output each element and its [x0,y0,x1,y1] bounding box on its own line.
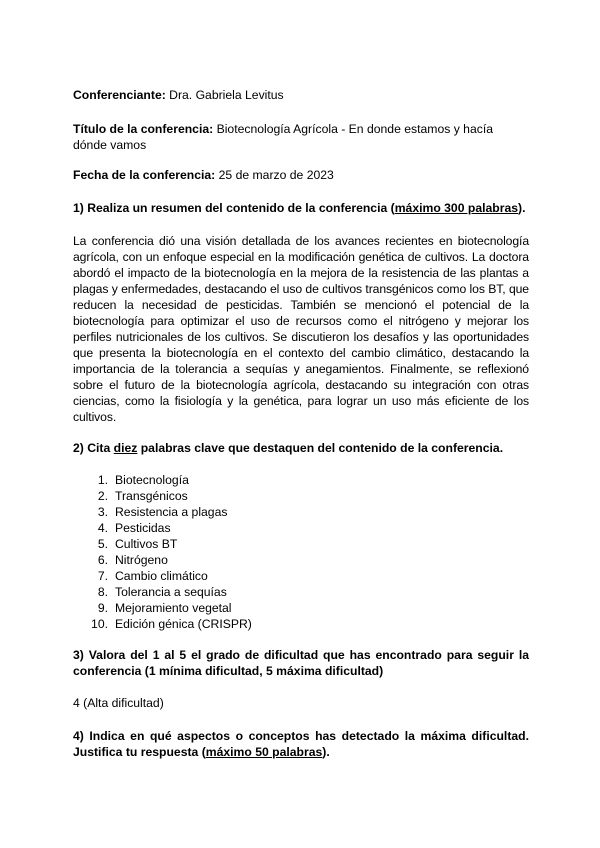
question-2 [73,440,530,456]
list-item: 5. Cultivos BT [97,537,178,551]
question-2-suffix: palabras clave que destaquen del contenido de la conferencia. [137,441,504,455]
date-line [73,167,530,183]
title-value: Biotecnología Agrícola - En donde estamos y hacía dónde vamos [73,122,493,152]
question-4 [73,728,529,760]
list-item: 6. Nitrógeno [97,553,168,567]
list-item: 9. Mejoramiento vegetal [97,601,232,615]
question-4-prefix: 4) Indica en qué aspectos o conceptos has detectado la máxima dificultad. Justifica tu respuesta ( [73,729,529,759]
list-item: 10. Edición génica (CRISPR) [91,617,252,631]
list-item: 3. Resistencia a plagas [97,505,228,519]
list-item: 7. Cambio climático [97,569,208,583]
title-label: Título de la conferencia: [73,122,214,136]
date-label: Fecha de la conferencia: [73,168,216,182]
keyword-list [86,472,252,632]
question-3: 3) Valora del 1 al 5 el grado de dificultad que has encontrado para seguir la conferencia (1 mínima dificultad, 5 máxima dificultad) [73,648,529,678]
question-2-prefix: 2) Cita [73,441,114,455]
summary-paragraph: La conferencia dió una visión detallada de los avances recientes en biotecnología agrícola, con un enfoque especial en la modificación genética de cultivos. La doctora abordó el impacto de la biotecnología en la mejora de la resistencia de las plantas a plagas y enfermedades, destacando el uso de cultivos transgénicos como los BT, que reducen la necesidad de pesticidas. También se mencionó el potencial de la biotecnología para optimizar el uso de recursos como el nitrógeno y mejorar los perfiles nutricionales de los cultivos. Se discutieron los desafíos y las oportunidades que presenta la biotecnología en el contexto del cambio climático, destacando la importancia de la tolerancia a sequías y anegamientos. Finalmente, se reflexionó sobre el futuro de la biotecnología agrícola, destacando su integración con otras ciencias, como la fisiología y la genética, para lograr un uso más eficiente de los cultivos. [73,234,529,424]
list-item: 4. Pesticidas [97,521,171,535]
question-4-limit: máximo 50 palabras [205,745,323,759]
speaker-line [73,87,530,103]
speaker-value: Dra. Gabriela Levitus [165,88,284,102]
question-2-count: diez [113,441,138,455]
list-item: 8. Tolerancia a sequías [97,585,227,599]
list-item: 2. Transgénicos [97,489,188,503]
speaker-label: Conferenciante: [73,88,166,102]
question-1-suffix: ). [518,201,526,215]
title-line [73,121,530,153]
question-1-prefix: 1) Realiza un resumen del contenido de la conferencia ( [73,201,395,215]
difficulty-answer: 4 (Alta dificultad) [73,696,164,710]
question-1 [73,200,530,216]
question-4-suffix: ). [322,745,330,759]
question-1-limit: máximo 300 palabras [394,201,519,215]
date-value: 25 de marzo de 2023 [215,168,334,182]
list-item: 1. Biotecnología [97,473,189,487]
